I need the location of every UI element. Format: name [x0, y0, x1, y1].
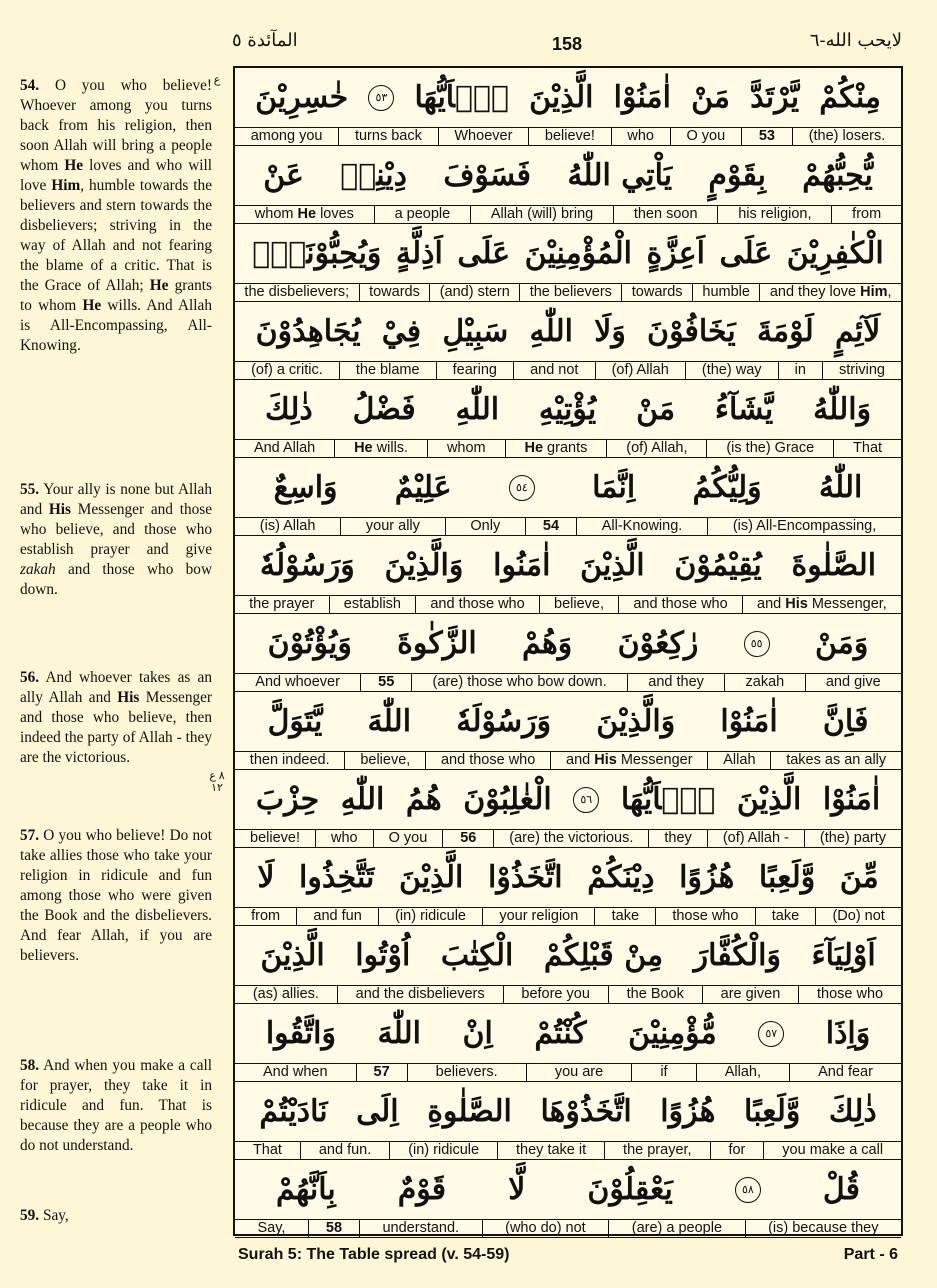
arabic-word: الْمُؤْمِنِيْنَ [524, 236, 632, 271]
english-gloss: your ally [340, 518, 445, 535]
arabic-word: فَاِنَّ [822, 704, 869, 739]
english-gloss: a people [374, 206, 470, 223]
arabic-word: ذٰلِكَ [264, 392, 313, 427]
english-gloss: O you [373, 830, 443, 847]
arabic-line [235, 302, 901, 361]
english-gloss-line [235, 595, 901, 614]
english-gloss: striving [822, 362, 901, 379]
translation-verse [20, 480, 212, 600]
english-gloss: and those who [425, 752, 550, 769]
arabic-word: وَيُؤْتُوْنَ [267, 626, 352, 661]
english-gloss: All-Knowing. [576, 518, 707, 535]
verse-text: O you who believe! Do not take allies those who take your religion in ridicule and fun among those who were given the Book and the disbelievers. And fear Allah, if you are believers. [20, 827, 212, 964]
arabic-word: مِنْكُمْ [819, 80, 881, 115]
english-gloss: (of) Allah - [707, 830, 804, 847]
arabic-word: عَلَى [719, 236, 773, 271]
english-gloss: believe! [250, 830, 300, 846]
english-gloss: believe, [539, 596, 618, 613]
english-gloss: the Book [608, 986, 702, 1003]
english-gloss-line [235, 127, 901, 146]
english-gloss: you make a call [763, 1142, 901, 1159]
verse-text: O you who believe! Whoever among you turns back from his religion, then soon Allah will bring a people whom He loves and who will love Him, humble towards the believers and stern towards the disbelievers; striving in the way of Allah and not fearing the blame of a critic. That is the Grace of Allah; He grants to whom He wills. And Allah is All-Encompassing, All-Knowing. [20, 77, 212, 354]
verse-line [235, 536, 901, 614]
verse-number: 55. [20, 481, 40, 498]
english-gloss: (and) stern [429, 284, 519, 301]
ayah-end-marker: ٥٦ [573, 787, 599, 813]
translation-verse [20, 1206, 212, 1226]
english-gloss: Allah [707, 752, 770, 769]
arabic-word: اللّٰهِ [455, 392, 500, 427]
english-gloss-line [235, 907, 901, 926]
english-gloss: O you [670, 128, 741, 145]
arabic-word: لَا [257, 860, 275, 895]
english-gloss: humble [692, 284, 759, 301]
english-gloss: then soon [613, 206, 717, 223]
english-gloss: and the disbelievers [337, 986, 503, 1003]
english-gloss: take [755, 908, 816, 925]
arabic-word: لَّا [508, 1172, 526, 1207]
arabic-word: اِلَى [356, 1094, 399, 1129]
arabic-word: يٰۤاَيُّهَا [620, 782, 716, 817]
english-gloss: his religion, [717, 206, 831, 223]
verse-line [235, 692, 901, 770]
english-gloss: Allah, [696, 1064, 789, 1081]
arabic-word: اَعِزَّةٍ [646, 236, 705, 271]
arabic-word: فَضْلُ [352, 392, 416, 427]
ruku-marker: ٨ ع ١٢ [209, 770, 225, 794]
arabic-word: كُنْتُمْ [534, 1016, 587, 1051]
english-gloss: (in) ridicule [378, 908, 482, 925]
arabic-word: وَالْكُفَّارَ [693, 938, 781, 973]
arabic-word: وَّلَعِبًا [758, 860, 816, 895]
english-gloss: and they love Him, [759, 284, 901, 301]
arabic-word: ذٰلِكَ [828, 1094, 877, 1129]
verse-number: 56. [20, 669, 40, 686]
english-gloss: believers. [407, 1064, 526, 1081]
english-gloss: and fun. [300, 1142, 389, 1159]
arabic-word: نَادَيْتُمْ [259, 1094, 328, 1129]
arabic-word: اِنْ [462, 1016, 493, 1051]
arabic-line [235, 926, 901, 985]
verse-line [235, 1160, 901, 1238]
arabic-word: وَالَّذِيْنَ [596, 704, 676, 739]
arabic-word: اُوْتُوا [355, 938, 411, 973]
english-gloss: And Allah [253, 440, 316, 456]
arabic-word: يُجَاهِدُوْنَ [255, 314, 361, 349]
english-gloss: you are [526, 1064, 632, 1081]
ayah-end-marker: ٥٨ [735, 1177, 761, 1203]
verse-line [235, 926, 901, 1004]
english-gloss: and not [513, 362, 594, 379]
arabic-word: وَلِيُّكُمُ [692, 470, 762, 505]
arabic-word: اٰمَنُوْا [720, 704, 778, 739]
english-gloss: believe, [344, 752, 425, 769]
arabic-word: الَّذِيْنَ [398, 860, 464, 895]
arabic-word: هُزُوًا [660, 1094, 716, 1129]
english-gloss: (are) those who bow down. [411, 674, 627, 691]
arabic-word: يُّحِبُّهُمْ [802, 158, 873, 193]
arabic-word: بِاَنَّهُمْ [276, 1172, 336, 1207]
english-gloss: fearing [436, 362, 513, 379]
ayah-number-cell: 57 [356, 1064, 407, 1081]
arabic-word: عَلَى [457, 236, 511, 271]
arabic-word: مَنْ [691, 80, 730, 115]
arabic-word: اتَّخَذُوْا [488, 860, 563, 895]
arabic-word: هُمُ [405, 782, 442, 817]
english-gloss: (is) Allah [259, 518, 316, 534]
english-gloss: they [648, 830, 706, 847]
arabic-word: خٰسِرِيْنَ [255, 80, 349, 115]
arabic-word: قُلْ [822, 1172, 860, 1207]
page-footer [238, 1246, 898, 1270]
arabic-word: وَلَا [594, 314, 626, 349]
english-gloss: That [833, 440, 901, 457]
english-gloss-line [235, 985, 901, 1004]
english-gloss: turns back [338, 128, 437, 145]
english-gloss: That [252, 1142, 282, 1158]
english-gloss: if [631, 1064, 695, 1081]
verse-number: 54. [20, 77, 40, 94]
english-gloss: He grants [505, 440, 607, 457]
arabic-line [235, 68, 901, 127]
arabic-word: اَذِلَّةٍ [395, 236, 443, 271]
arabic-word: اللّٰهِ [340, 782, 385, 817]
english-gloss: then indeed. [249, 752, 330, 768]
arabic-word: لَوْمَةَ [756, 314, 814, 349]
ayah-number-cell: 55 [360, 674, 411, 691]
english-gloss: and they [627, 674, 724, 691]
ayah-number-cell: 58 [308, 1220, 359, 1237]
english-gloss-line [235, 439, 901, 458]
ayah-end-marker: ٥٥ [744, 631, 770, 657]
english-gloss: the prayer, [604, 1142, 709, 1159]
ayah-number-cell: 54 [525, 518, 576, 535]
arabic-word: الَّذِيْنَ [736, 782, 802, 817]
arabic-line [235, 614, 901, 673]
ruku-marker: ع [213, 74, 221, 86]
english-gloss: and those who [618, 596, 742, 613]
arabic-word: عَلِيْمٌ [394, 470, 452, 505]
arabic-word: دِيْنِهٖ [340, 158, 408, 193]
english-gloss: (are) the victorious. [493, 830, 648, 847]
verse-line [235, 458, 901, 536]
english-gloss: the believers [519, 284, 621, 301]
arabic-word: يَعْقِلُوْنَ [587, 1172, 673, 1207]
arabic-word: الصَّلٰوةَ [791, 548, 877, 583]
arabic-word: يُؤْتِيْهِ [538, 392, 597, 427]
arabic-word: وَمَنْ [814, 626, 869, 661]
english-gloss: and give [805, 674, 901, 691]
english-gloss: and fun [296, 908, 378, 925]
english-gloss: (of) a critic. [251, 362, 323, 378]
arabic-word: يٰۤاَيُّهَا [414, 80, 509, 115]
arabic-word: وَهُمْ [522, 626, 573, 661]
arabic-word: اللّٰهَ [367, 704, 412, 739]
english-gloss: (of) Allah, [606, 440, 706, 457]
verse-number: 59. [20, 1207, 40, 1224]
part-label: Part - 6 [843, 1246, 898, 1263]
arabic-word: الْكٰفِرِيْنَ [786, 236, 884, 271]
arabic-word: وَّلَعِبًا [744, 1094, 801, 1129]
arabic-line [235, 848, 901, 907]
arabic-word: حِزْبَ [255, 782, 320, 817]
english-gloss: And whoever [255, 674, 340, 690]
english-gloss: and His Messenger [550, 752, 707, 769]
verse-text: Say, [39, 1207, 69, 1224]
arabic-line [235, 692, 901, 751]
english-gloss: from [831, 206, 901, 223]
arabic-word: مَنْ [636, 392, 676, 427]
english-gloss: who [611, 128, 670, 145]
translation-verse [20, 668, 212, 768]
english-gloss: (is the) Grace [706, 440, 833, 457]
arabic-line [235, 1082, 901, 1141]
arabic-word: فَسَوْفَ [443, 158, 532, 193]
arabic-word: وَرَسُوْلُهٗ [259, 548, 355, 583]
arabic-word: بِقَوْمٍ [708, 158, 766, 193]
arabic-word: هُزُوًا [679, 860, 735, 895]
english-gloss: (as) allies. [252, 986, 319, 1002]
arabic-line [235, 146, 901, 205]
english-gloss: (is) because they [745, 1220, 901, 1237]
english-gloss: And when [263, 1064, 328, 1080]
arabic-word: وَاسِعٌ [273, 470, 338, 505]
arabic-word: اٰمَنُوا [493, 548, 551, 583]
english-gloss: they take it [497, 1142, 604, 1159]
translation-verse [20, 826, 212, 966]
verse-line [235, 614, 901, 692]
arabic-word: يَخَافُوْنَ [647, 314, 736, 349]
arabic-word: يَّرْتَدَّ [750, 80, 800, 115]
verse-line [235, 1004, 901, 1082]
arabic-word: رٰكِعُوْنَ [617, 626, 699, 661]
arabic-word: الَّذِيْنَ [260, 938, 325, 973]
ayah-end-marker: ٥٧ [758, 1021, 784, 1047]
surah-title: Surah 5: The Table spread (v. 54-59) [238, 1246, 510, 1263]
english-gloss: those who [655, 908, 754, 925]
arabic-word: الزَّكٰوةَ [397, 626, 477, 661]
page-number: 158 [551, 34, 583, 54]
arabic-word: الْغٰلِبُوْنَ [463, 782, 552, 817]
english-gloss: and His Messenger, [742, 596, 901, 613]
english-gloss: the disbelievers; [244, 284, 350, 300]
english-gloss-line [235, 361, 901, 380]
arabic-line [235, 1004, 901, 1063]
english-gloss: Allah (will) bring [470, 206, 613, 223]
arabic-word: يَاْتِي اللّٰهُ [567, 158, 673, 193]
arabic-word: مِنْ قَبْلِكُمْ [543, 938, 664, 973]
arabic-word: وَاتَّقُوا [265, 1016, 336, 1051]
arabic-word: وَاِذَا [825, 1016, 871, 1051]
verse-text: And whoever takes as an ally Allah and His Messenger and those who believe, then indeed the party of Allah - they are the victorious. [20, 669, 213, 766]
arabic-word: اللّٰهَ [377, 1016, 421, 1051]
verse-text: Your ally is none but Allah and His Messenger and those who believe, and those who establish prayer and give zakah and those who bow down. [20, 481, 212, 598]
arabic-word: الَّذِيْنَ [580, 548, 645, 583]
english-gloss: (the) party [804, 830, 901, 847]
arabic-word: مِّنَ [839, 860, 879, 895]
arabic-line [235, 1160, 901, 1219]
english-gloss: towards [621, 284, 692, 301]
english-gloss: understand. [359, 1220, 482, 1237]
english-gloss: takes as an ally [770, 752, 901, 769]
english-gloss: believe! [528, 128, 610, 145]
english-gloss: and those who [415, 596, 539, 613]
arabic-line [235, 536, 901, 595]
english-gloss-line [235, 517, 901, 536]
arabic-word: الصَّلٰوةِ [427, 1094, 512, 1129]
english-gloss: whom [427, 440, 505, 457]
english-gloss: from [251, 908, 281, 924]
arabic-word: لَآئِمٍ [834, 314, 881, 349]
english-gloss: (the) way [685, 362, 778, 379]
english-gloss: Whoever [438, 128, 529, 145]
english-gloss-line [235, 1141, 901, 1160]
verse-line [235, 770, 901, 848]
english-gloss: Only [445, 518, 525, 535]
arabic-word: اللّٰهِ [529, 314, 574, 349]
arabic-word: قَوْمٌ [397, 1172, 447, 1207]
english-gloss: And fear [789, 1064, 901, 1081]
english-gloss: are given [702, 986, 798, 1003]
arabic-word: اٰمَنُوْا [822, 782, 881, 817]
english-gloss: establish [329, 596, 416, 613]
english-gloss-line [235, 205, 901, 224]
english-gloss: the blame [339, 362, 436, 379]
verse-line [235, 68, 901, 146]
arabic-word: وَالَّذِيْنَ [384, 548, 464, 583]
ayah-number-cell: 53 [741, 128, 792, 145]
english-gloss-line [235, 1219, 901, 1238]
english-gloss: before you [503, 986, 608, 1003]
arabic-word: يُقِيْمُوْنَ [674, 548, 762, 583]
verse-number: 58. [20, 1057, 40, 1074]
english-gloss: who [315, 830, 373, 847]
english-gloss: He wills. [334, 440, 427, 457]
arabic-line [235, 380, 901, 439]
english-gloss: those who [798, 986, 901, 1003]
arabic-word: اللّٰهُ [818, 470, 863, 505]
english-gloss: towards [359, 284, 430, 301]
english-gloss: (the) losers. [792, 128, 901, 145]
english-gloss-line [235, 829, 901, 848]
word-by-word-grid [233, 66, 903, 1236]
page-header [232, 30, 902, 64]
english-gloss: take [594, 908, 655, 925]
arabic-word: اِنَّمَا [592, 470, 636, 505]
english-gloss: (of) Allah [595, 362, 685, 379]
arabic-word: وَرَسُوْلَهٗ [456, 704, 552, 739]
verse-line [235, 224, 901, 302]
arabic-word: مُّؤْمِنِيْنَ [628, 1016, 717, 1051]
arabic-word: تَتَّخِذُوا [299, 860, 375, 895]
arabic-line [235, 770, 901, 829]
verse-line [235, 146, 901, 224]
translation-verse [20, 1056, 212, 1156]
arabic-word: يَّتَوَلَّ [267, 704, 323, 739]
arabic-word: وَاللّٰهُ [813, 392, 872, 427]
english-gloss: zakah [724, 674, 804, 691]
arabic-word: سَبِيْلِ [442, 314, 509, 349]
arabic-word: الْكِتٰبَ [440, 938, 514, 973]
english-gloss: (is) All-Encompassing, [707, 518, 901, 535]
arabic-word: اٰمَنُوْا [613, 80, 671, 115]
english-gloss: your religion [482, 908, 594, 925]
arabic-word: يَّشَآءُ [714, 392, 774, 427]
english-gloss: among you [250, 128, 323, 144]
arabic-word: اَوْلِيَآءَ [811, 938, 876, 973]
verse-line [235, 1082, 901, 1160]
verse-line [235, 302, 901, 380]
translation-verse [20, 76, 212, 356]
verse-text: And when you make a call for prayer, they take it in ridicule and fun. That is because they are a people who do not understand. [20, 1057, 212, 1154]
arabic-word: دِيْنَكُمْ [587, 860, 655, 895]
english-gloss: for [710, 1142, 764, 1159]
english-gloss: (who do) not [482, 1220, 609, 1237]
arabic-line [235, 458, 901, 517]
arabic-line [235, 224, 901, 283]
english-gloss-line [235, 1063, 901, 1082]
ayah-end-marker: ٥٤ [509, 475, 535, 501]
verse-line [235, 848, 901, 926]
english-gloss-line [235, 283, 901, 302]
english-gloss-line [235, 673, 901, 692]
english-gloss-line [235, 751, 901, 770]
verse-number: 57. [20, 827, 40, 844]
surah-name-arabic: المآئدة ٥ [232, 30, 298, 51]
ayah-end-marker: ٥٣ [368, 85, 394, 111]
english-gloss: (Do) not [815, 908, 901, 925]
english-gloss: the prayer [249, 596, 315, 612]
verse-line [235, 380, 901, 458]
arabic-word: اتَّخَذُوْهَا [540, 1094, 632, 1129]
arabic-word: وَيُحِبُّوْنَهٗۤ [252, 236, 382, 271]
ayah-number-cell: 56 [442, 830, 493, 847]
english-gloss: in [778, 362, 822, 379]
arabic-word: عَنْ [263, 158, 304, 193]
english-gloss: Say, [257, 1220, 286, 1236]
english-gloss: (in) ridicule [389, 1142, 497, 1159]
arabic-word: الَّذِيْنَ [529, 80, 594, 115]
arabic-word: فِيْ [381, 314, 422, 349]
english-gloss: (are) a people [608, 1220, 744, 1237]
juz-name-arabic: لايحب الله-٦ [809, 30, 902, 51]
english-gloss: whom He loves [254, 206, 354, 222]
